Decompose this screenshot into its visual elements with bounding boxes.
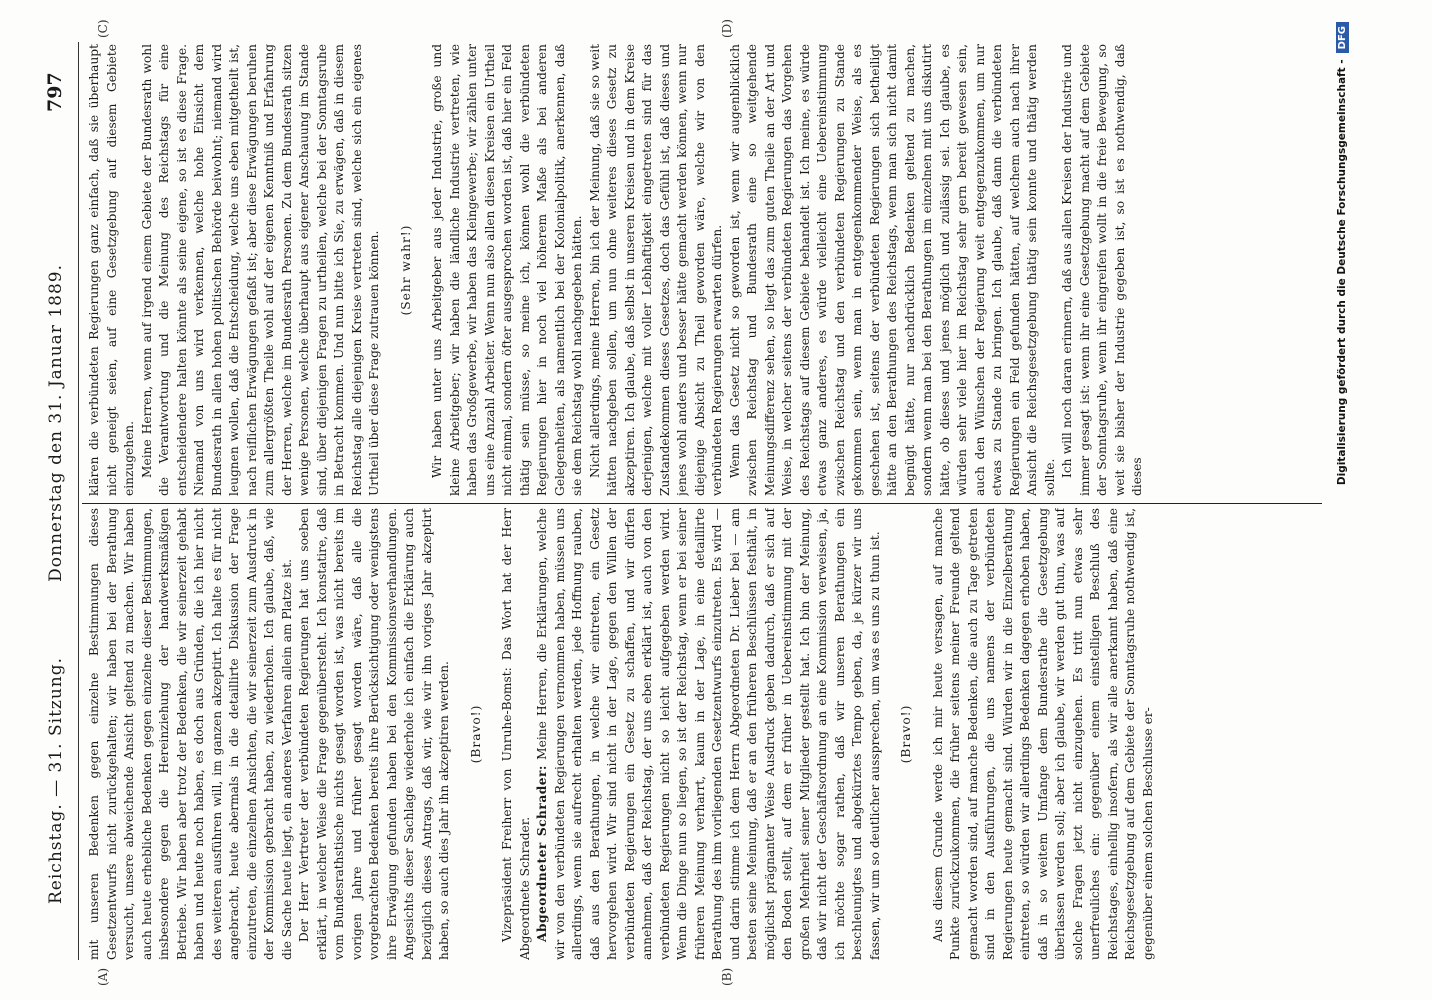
paragraph: Aus diesem Grunde werde ich mir heute versagen, auf manche Punkte zurückzukommen, die früher seitens meiner Freunde geltend gemacht worden sind, auf manche Bedenken, die auch zu Tage getreten sind in den Ausführungen, die uns namens der verbündeten Regierungen heute gemacht sind. Würden wir in die Einzelberathung eintreten, so würden wir allerdings Bedenken dagegen erhoben haben, daß in so weitem Umfange dem Bundesrathe die Gesetzgebung überlassen werden soll; aber ich glaube, wir werden gut thun, was auf solche Fragen jetzt nicht einzugehen. Es tritt nun etwas sehr unerfreuliches ein: gegenüber einem einstelligen Beschluß des Reichstages, einhellig insofern, als wir alle anerkannt haben, daß eine Reichsgesetzgebung auf dem Gebiete der Sonntagsruhe nothwendig ist, gegenüber einem solchen Beschlusse er- — [930, 508, 1155, 960]
paragraph: Meine Herren, wenn auf irgend einem Gebiete der Bundesrath wohl die Verantwortung und die Meinung des Reichstags für eine entscheidendere halten könnte als seine eigene, so ist es diese Frage. Niemand von uns wird verkennen, welche hohe Einsicht dem Bundesrath in allen hohen politischen Behörde beiwohnt; niemand wird leugnen wollen, daß die Entscheidung, welche uns eben mitgetheilt ist, nach reiflichen Erwägungen gefaßt ist; aber diese Erwägungen beruhen zum allergrößten Theile wohl auf der eigenen Kenntniß und Erfahrung der Herren, welche im Bundesrath Personen. Zu dem Bundesrath sitzen wenige Personen, welche überhaupt aus eigener Anschauung im Stande sind, über diejenigen Fragen zu urtheilen, welche bei der Sonntagsruhe in Betracht kommen. Und nun bitte ich Sie, zu erwägen, daß in diesem Reichstag alle diejenigen Kreise vertreten sind, welche sich ein eigenes Urtheil über diese Frage zutrauen können. — [139, 44, 381, 496]
footer-text: Digitalisierung gefördert durch die Deutsche Forschungsgemeinschaft - — [1336, 59, 1348, 486]
speaker-name: Abgeordneter Schrader: — [535, 765, 549, 942]
paragraph: Ich will noch daran erinnern, daß aus allen Kreisen der Industrie und immer gesagt ist: wenn ihr eine Gesetzgebung macht auf dem Gebiete der Sonntagsruhe, wenn ihr eingreifen wollt in die freie Bewegung, so weit sie bisher der Industrie gegeben ist, so ist es nothwendig, daß dieses — [1060, 44, 1144, 496]
margin-marker-c: (C) — [96, 19, 110, 38]
right-column — [86, 44, 1326, 496]
margin-marker-a: (A) — [96, 967, 110, 986]
paragraph: Nicht allerdings, meine Herren, bin ich der Meinung, daß sie so weit hätten nachgeben sollen, um nun ohne weiteres dieses Gesetz zu akzeptiren. Ich glaube, daß selbst in unseren Kreisen und in dem Kreise derjenigen, welche mit voller Lebhaftigkeit eingetreten sind für das Zustandekommen dieses Gesetzes, doch das Gefühl ist, daß dieses und jenes wohl anders und besser hätte gemacht werden können, wenn nur diejenige Absicht zu Theil geworden wäre, welche wir von den verbündeten Regierungen erwarten dürfen. — [587, 44, 724, 496]
page-number: 797 — [44, 72, 66, 112]
header-left: Reichstag. — 31. Sitzung. — [46, 656, 66, 904]
paragraph: Der Herr Vertreter der verbündeten Regierungen hat uns soeben erklärt, in welcher Weise die Frage gegenübersteht. Ich konstatire, daß vom Bundesrathstische nichts gesagt worden ist, was nicht bereits im vorigen Jahre und früher gesagt worden wäre, daß alle die vorgebrachten Bedenken bereits ihre Berücksichtigung oder wenigstens ihre Erwägung gefunden haben bei den Kommissionsverhandlungen. Angesichts dieser Sachlage wiederhole ich einfach die Erklärung auch bezüglich dieses Antrags, daß wir, wie wir ihn voriges Jahr akzeptirt haben, so auch dies Jahr ihn akzeptiren werden. — [297, 508, 451, 960]
header-right: Donnerstag den 31. Januar 1889. — [46, 264, 66, 582]
applause-remark: (Bravo!) — [468, 704, 483, 764]
speaker-paragraph — [534, 508, 884, 960]
margin-marker-b: (B) — [720, 967, 734, 986]
column-divider — [82, 503, 1322, 504]
header-rule — [78, 42, 79, 960]
paragraph: klären die verbündeten Regierungen ganz einfach, daß sie überhaupt nicht geneigt seien, auf eine Gesetzgebung auf diesem Gebiete einzugehen. — [87, 44, 136, 496]
left-column — [86, 508, 1326, 960]
paragraph: Vizepräsident Freiherr von Unruhe-Bomst: Das Wort hat der Herr Abgeordnete Schrader. — [500, 508, 532, 960]
paragraph: mit unseren Bedenken gegen einzelne Bestimmungen dieses Gesetzentwurfs nicht zurückgehalten; wir haben bei der Berathung versucht, unsere abweichende Ansicht geltend zu machen. Wir haben auch heute erhebliche Bedenken gegen einzelne dieser Bestimmungen, insbesondere gegen die Hereinziehung der handwerksmäßigen Betriebe. Wir haben aber trotz der Bedenken, die wir seinerzeit gehabt haben und heute noch haben, es doch aus Gründen, die ich hier nicht des weiteren ausführen will, im ganzen akzeptirt. Ich halte es für nicht angebracht, heute abermals in die detaillirte Diskussion der Frage einzutreten, die einzelnen Ansichten, die wir seinerzeit zum Ausdruck in der Kommission gebracht haben, zu wiederholen. Ich glaube, daß, wie die Sache heute liegt, ein anderes Verfahren allein am Platze ist. — [87, 508, 294, 960]
margin-marker-d: (D) — [720, 19, 734, 38]
applause-remark: (Bravo!) — [899, 704, 913, 764]
paragraph: Wir haben unter uns Arbeitgeber aus jeder Industrie, große und kleine Arbeitgeber; wir haben die ländliche Industrie vertreten, wie haben das Großgewerbe, wir haben das Kleingewerbe; wir zählen unter uns eine Anzahl Arbeiter. Wenn nun also allen diesen Kreisen ein Urtheil nicht einmal, sondern öfter ausgesprochen worden ist, daß hier ein Feld thätig sein müsse, so meine ich, können wohl die verbündeten Regierungen hier in noch viel höherem Maße als bei anderen Gelegenheiten, als namentlich bei der Kolonialpolitik, anerkennen, daß sie dem Reichstag wohl nachgegeben hätten. — [430, 44, 584, 496]
approval-remark: (Sehr wahr!) — [398, 224, 413, 316]
speech-text: Meine Herren, die Erklärungen, welche wir von den verbündeten Regierungen vernommen haben, müssen uns allerdings, wenn sie aufrecht erhalten werden, jede Hoffnung rauben, daß aus den Berathungen, in welche wir eintreten, ein Gesetz hervorgehen wird. Wir sind nicht in der Lage, gegen den Willen der verbündeten Regierungen ein Gesetz zu schaffen, und wir dürfen annehmen, daß der Reichstag, der uns eben erklärt ist, auch von den verbündeten Regierungen nicht so leicht aufgegeben werden wird. Wenn die Dinge nun so liegen, so ist der Reichstag, wenn er bei seiner früheren Meinung verharrt, kaum in der Lage, in eine detaillirte Berathung des ihm vorliegenden Gesetzentwurfs einzutreten. Es wird — und darin stimme ich dem Herrn Abgeordneten Dr. Lieber bei — am besten seine Meinung, daß er an den früheren Beschlüssen festhält, in möglichst prägnanter Weise Ausdruck geben dadurch, daß er sich auf den Boden stellt, auf dem er früher in Uebereinstimmung mit der großen Mehrheit seiner Mitglieder gestellt hat. Ich bin der Meinung, daß wir nicht der Geschäftsordnung an eine Kommission verweisen, ja, ich möchte sogar rathen, daß wir unseren Berathungen ein beschleunigtes und abgekürztes Tempo geben, da, je kürzer wir uns fassen, wir um so deutlicher aussprechen, um was es uns zu thun ist. — [535, 508, 882, 960]
paragraph: Wenn das Gesetz nicht so geworden ist, wenn wir augenblicklich zwischen Reichstag und Bundesrath eine so weitgehende Meinungsdifferenz sehen, so liegt das zum guten Theile an der Art und Weise, in welcher seitens der verbündeten Regierungen das Vorgehen des Reichstags auf diesem Gebiete behandelt ist. Ich meine, es würde etwas ganz anderes, es würde vielleicht eine Uebereinstimmung zwischen Reichstag und den verbündeten Regierungen zu Stande gekommen sein, wenn man in entgegenkommender Weise, als es geschehen ist, seitens der verbündeten Regierungen sich betheiligt hätte an den Berathungen des Reichstags, wenn man sich nicht damit begnügt hätte, nur nachdrücklich Bedenken geltend zu machen, sondern wenn man bei den Berathungen im einzelnen mit uns diskutirt hätte, ob dieses und jenes möglich und zulässig sei. Ich glaube, es würden sehr viele hier im Reichstag sehr gern bereit gewesen sein, auch den Wünschen der Regierung weit entgegenzukommen, um nur etwas zu Stande zu bringen. Ich glaube, daß dann die verbündeten Regierungen ein Feld gefunden hätten, auf welchem auch nach ihrer Ansicht die Reichsgesetzgebung thätig sein konnte und thätig werden sollte. — [727, 44, 1057, 496]
dfg-logo: DFG — [1336, 22, 1349, 53]
digitization-footer — [1336, 0, 1349, 1000]
running-header — [46, 264, 74, 904]
